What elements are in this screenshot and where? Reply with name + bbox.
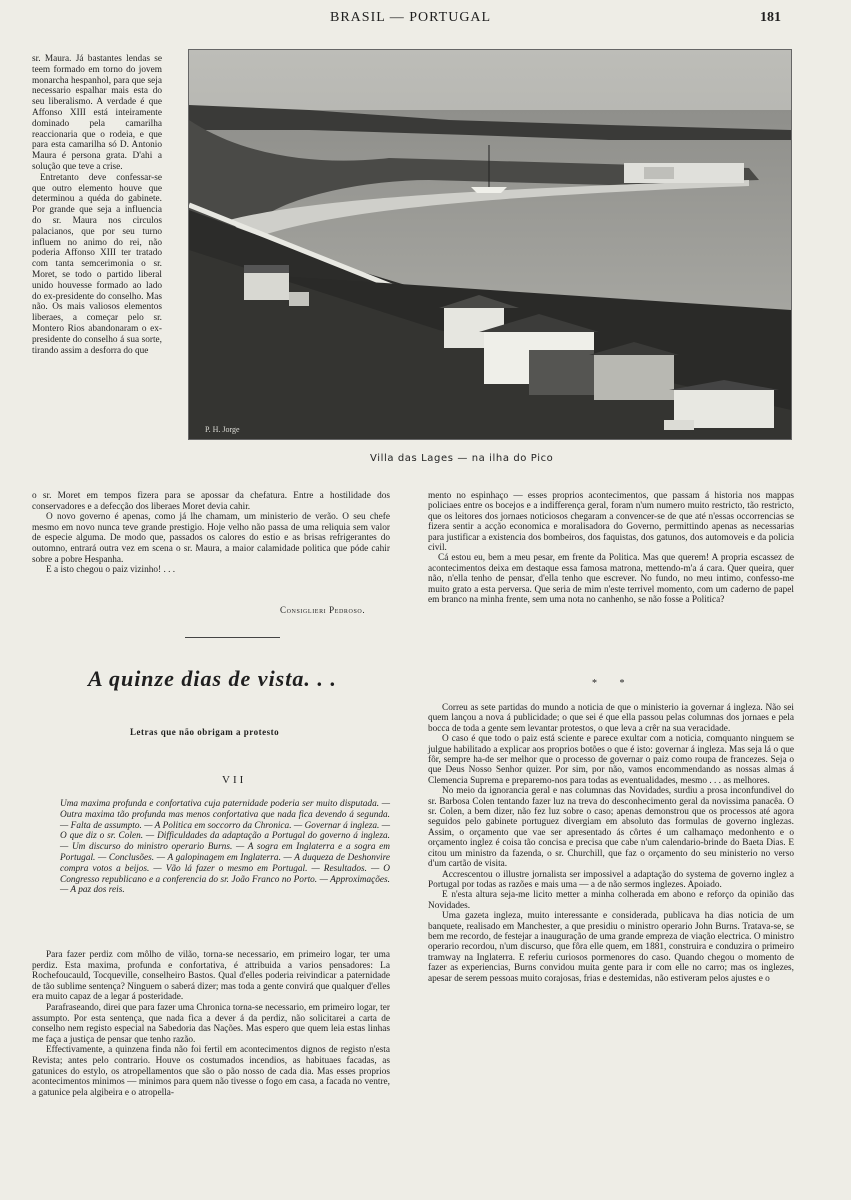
section-subtitle: Letras que não obrigam a protesto: [130, 727, 280, 737]
landscape-photo: [188, 49, 792, 440]
paragraph: O novo governo é apenas, como já lhe chamam, um ministerio de verão. O seu chefe mesmo em novo nunca teve grande prestigio. Hoje velho não passa de uma reliquia sem valor de especie alguma. De modo que, passados os calores do estio e as brisas refrigerantes do outomno, entrará outra vez em scena o sr. Maura, a maior calamidade politica que póde cahir sobre a pobre Hespanha.: [32, 512, 390, 565]
section-title: A quinze dias de vista. . .: [88, 666, 337, 691]
photo-illustration: [189, 50, 791, 439]
paragraph: Cá estou eu, bem a meu pesar, em frente da Politica. Mas que querem! A propria escassez de acontecimentos deixa em destaque essa famosa matrona, mettendo-m'a á cara. Quer queira, quer não, n'ella tenho de pensar, d'ella tenho que escrever. No fundo, no meu intimo, confesso-me muito grato a esta perversa. Que seria de mim n'este terrivel momento, com um caderno de papel em branco na minha frente, sem uma nota no canhenho, se não fosse a Politica?: [428, 553, 794, 606]
paragraph: o sr. Moret em tempos fizera para se apossar da chefatura. Entre a hostilidade dos conservadores e a defecção dos liberaes Moret devia cahir.: [32, 491, 390, 512]
paragraph: Parafraseando, direi que para fazer uma Chronica torna-se necessario, em primeiro logar, ter assumpto. Por esta sentença, que nada fica a dever á da perdiz, não solicitarei a carta de conselho nem registo especial na Sabedoria das Nações. Mas espero que quem leia estas linhas me faça a justiça de pensar que tenho razão.: [32, 1002, 390, 1045]
paragraph: No meio da ignorancia geral e nas columnas das Novidades, surdiu a prosa inconfundivel do sr. Barbosa Colen tentando fazer luz na treva do desconhecimento geral da novissima panacêa. O sr. Colen, a bem dizer, não fez luz sobre o caso; apenas demonstrou que os processos até agora seguidos pelo gabinete portuguez divergiam em absoluto das formulas de governo inglezas. Assim, o orçamento que vae ser apresentado ás côrtes é um calhamaço medonhento e o orçamento inglez é coisa tão concisa e precisa que cabe n'um calendario-brinde do Baeta Dias. E citou um ministro da fazenda, o sr. Churchill, que faz o orçamento do seu ministerio no verso d'um cartão de visita.: [428, 786, 794, 870]
section-break-dots: * *: [592, 678, 635, 689]
section-summary: [60, 799, 390, 896]
paragraph: E a isto chegou o paiz vizinho! . . .: [46, 565, 176, 576]
intro-narrow-column: [32, 54, 162, 356]
photo-caption: Villa das Lages — na ilha do Pico: [370, 453, 554, 464]
right-column-body: [428, 703, 794, 984]
photo-credit: P. H. Jorge: [205, 425, 240, 434]
intro-full-width: [32, 491, 390, 576]
page-number: 181: [760, 10, 781, 25]
paragraph: E n'esta altura seja-me licito metter a minha colherada em abono e reforço da opinião das Novidades.: [428, 890, 794, 911]
paragraph: Uma gazeta ingleza, muito interessante e considerada, publicava ha dias noticia de um banquete, realisado em Manchester, a que presidiu o ministro operario John Burns. Tratava-se, se bem me recordo, de festejar a inauguração de uma grande empreza de viação electrica. O ministro operario recordou, n'um discurso, que fôra elle quem, em 1881, construira e conduzira o primeiro tramway na Inglaterra. E referiu curiosos pormenores do caso. Quando chegou o momento de fazer as experiencias, Burns convidou muita gente para ir com elle no carro; mas os inglezes, apesar de serem pessoas muito corajosas, frias e destemidas, não estiveram pelos ajustes e o: [428, 911, 794, 984]
summary-text: Uma maxima profunda e confortativa cuja paternidade poderia ser muito disputada. — Outra maxima tão profunda mas menos confortativa que nada fica devendo á segunda. — Falta de assumpto. — A Politica em soccorro da Chronica. — Governar á ingleza. — O que diz o sr. Colen. — Difficuldades da adaptação a Portugal do governo á ingleza. — Um discurso do ministro operario Burns. — A sogra em Inglaterra e a sogra em Portugal. — Conclusões. — A galopinagem em Inglaterra. — A duqueza de Deshonvire compra votos a beijos. — Vão lá fazer o mesmo em Portugal. — Resultados. — O Congresso republicano e a conferencia do sr. João Franco no Porto. — Approximações. — A paz dos reis.: [60, 799, 390, 896]
paragraph: Correu as sete partidas do mundo a noticia de que o ministerio ia governar á ingleza. Não sei quem lançou a nova á publicidade; o que sei é que ella passou pelas columnas dos jornaes e pela bocca de toda a gente sem levantar protestos, o que leva a crêr na sua veracidade.: [428, 703, 794, 734]
left-column-body: [32, 950, 390, 1098]
paragraph: mento no espinhaço — esses proprios acontecimentos, que passam á historia nos mappas policiaes entre os bocejos e a indifferença geral, foram n'um numero muito restricto, tão restricto, que os leitores dos jornaes noticiosos chegaram a convencer-se de que até n'essas occorrencias se fizera sentir a acção economica e moralisadora do Governo, permittindo apenas as necessarias para justificar a existencia dos bombeiros, dos faquistas, dos gatunos, dos automoveis e da policia civil.: [428, 491, 794, 554]
right-column-top: [428, 491, 794, 605]
author-signature: Consiglieri Pedroso.: [280, 605, 366, 615]
section-divider: [185, 637, 280, 638]
paragraph: Effectivamente, a quinzena finda não foi fertil em acontecimentos dignos de registo n'esta Revista; antes pelo contrario. Houve os costumados incendios, as habituaes facadas, as gatunices do estylo, os atropellamentos que são o pão nosso de cada dia. Mas esses proprios acontecimentos minimos — minimos para quem não tivesse o fogo em casa, a facada no ventre, a gatunice pela algibeira e o atropella-: [32, 1045, 390, 1098]
paragraph: sr. Maura. Já bastantes lendas se teem formado em torno do jovem monarcha hespanhol, para que seja necessario espalhar mais esta do seu liberalismo. A verdade é que Affonso XIII está inteiramente dominado pela camarilha reaccionaria que o rodeia, e que para esta camarilha só D. Antonio Maura é persona grata. D'ahi a solução que teve a crise.: [32, 54, 162, 172]
paragraph: O caso é que todo o paiz está sciente e parece exultar com a noticia, comquanto ninguem se julgue habilitado a explicar aos proprios botões o que é isto: governar á ingleza. Mas seja lá o que fôr, sempre ha-de ser melhor que o processo de governar o paiz como roupa de francezes. Seja o que Deus Nosso Senhor quizer. Por sim, por não, vamos encommendando as nossas almas á Clemencia Suprema e preparemo-nos para todas as eventualidades, mesmo . . . as melhores.: [428, 734, 794, 786]
paragraph: Entretanto deve confessar-se que outro elemento houve que determinou a quéda do gabinete. Por grande que seja a influencia do sr. Maura nos circulos palacianos, que por seu turno influem no animo do rei, não poderia Affonso XIII ter tratado com tanta semcerimonia o sr. Moret, se todo o partido liberal unido houvesse formado ao lado do ex-presidente do conselho. Mas não. Os mais valiosos elementos liberaes, a começar pelo sr. Montero Rios abandonaram o ex-presidente do conselho á sua sorte, tirando assim a desforra do que: [32, 172, 162, 356]
paragraph: Accrescentou o illustre jornalista ser impossivel a adaptação do systema de governo inglez a Portugal por todas as razões e mais uma — a de não sermos inglezes. Apoiado.: [428, 869, 794, 890]
section-number: VII: [222, 774, 247, 786]
paragraph: Para fazer perdiz com môlho de vilão, torna-se necessario, em primeiro logar, ter uma perdiz. Esta maxima, profunda e confortativa, é attribuida a varios pensadores: La Rochefoucauld, Tocqueville, conselheiro Bastos. Qual d'elles poderia reivindicar a paternidade de tão sublime sentença? Ninguem o saberá dizer; mas toda a gente convirá que qualquer d'elles era muito capaz de a legar á posteridade.: [32, 950, 390, 1003]
page-header: [0, 10, 851, 30]
running-title: BRASIL — PORTUGAL: [330, 10, 492, 25]
